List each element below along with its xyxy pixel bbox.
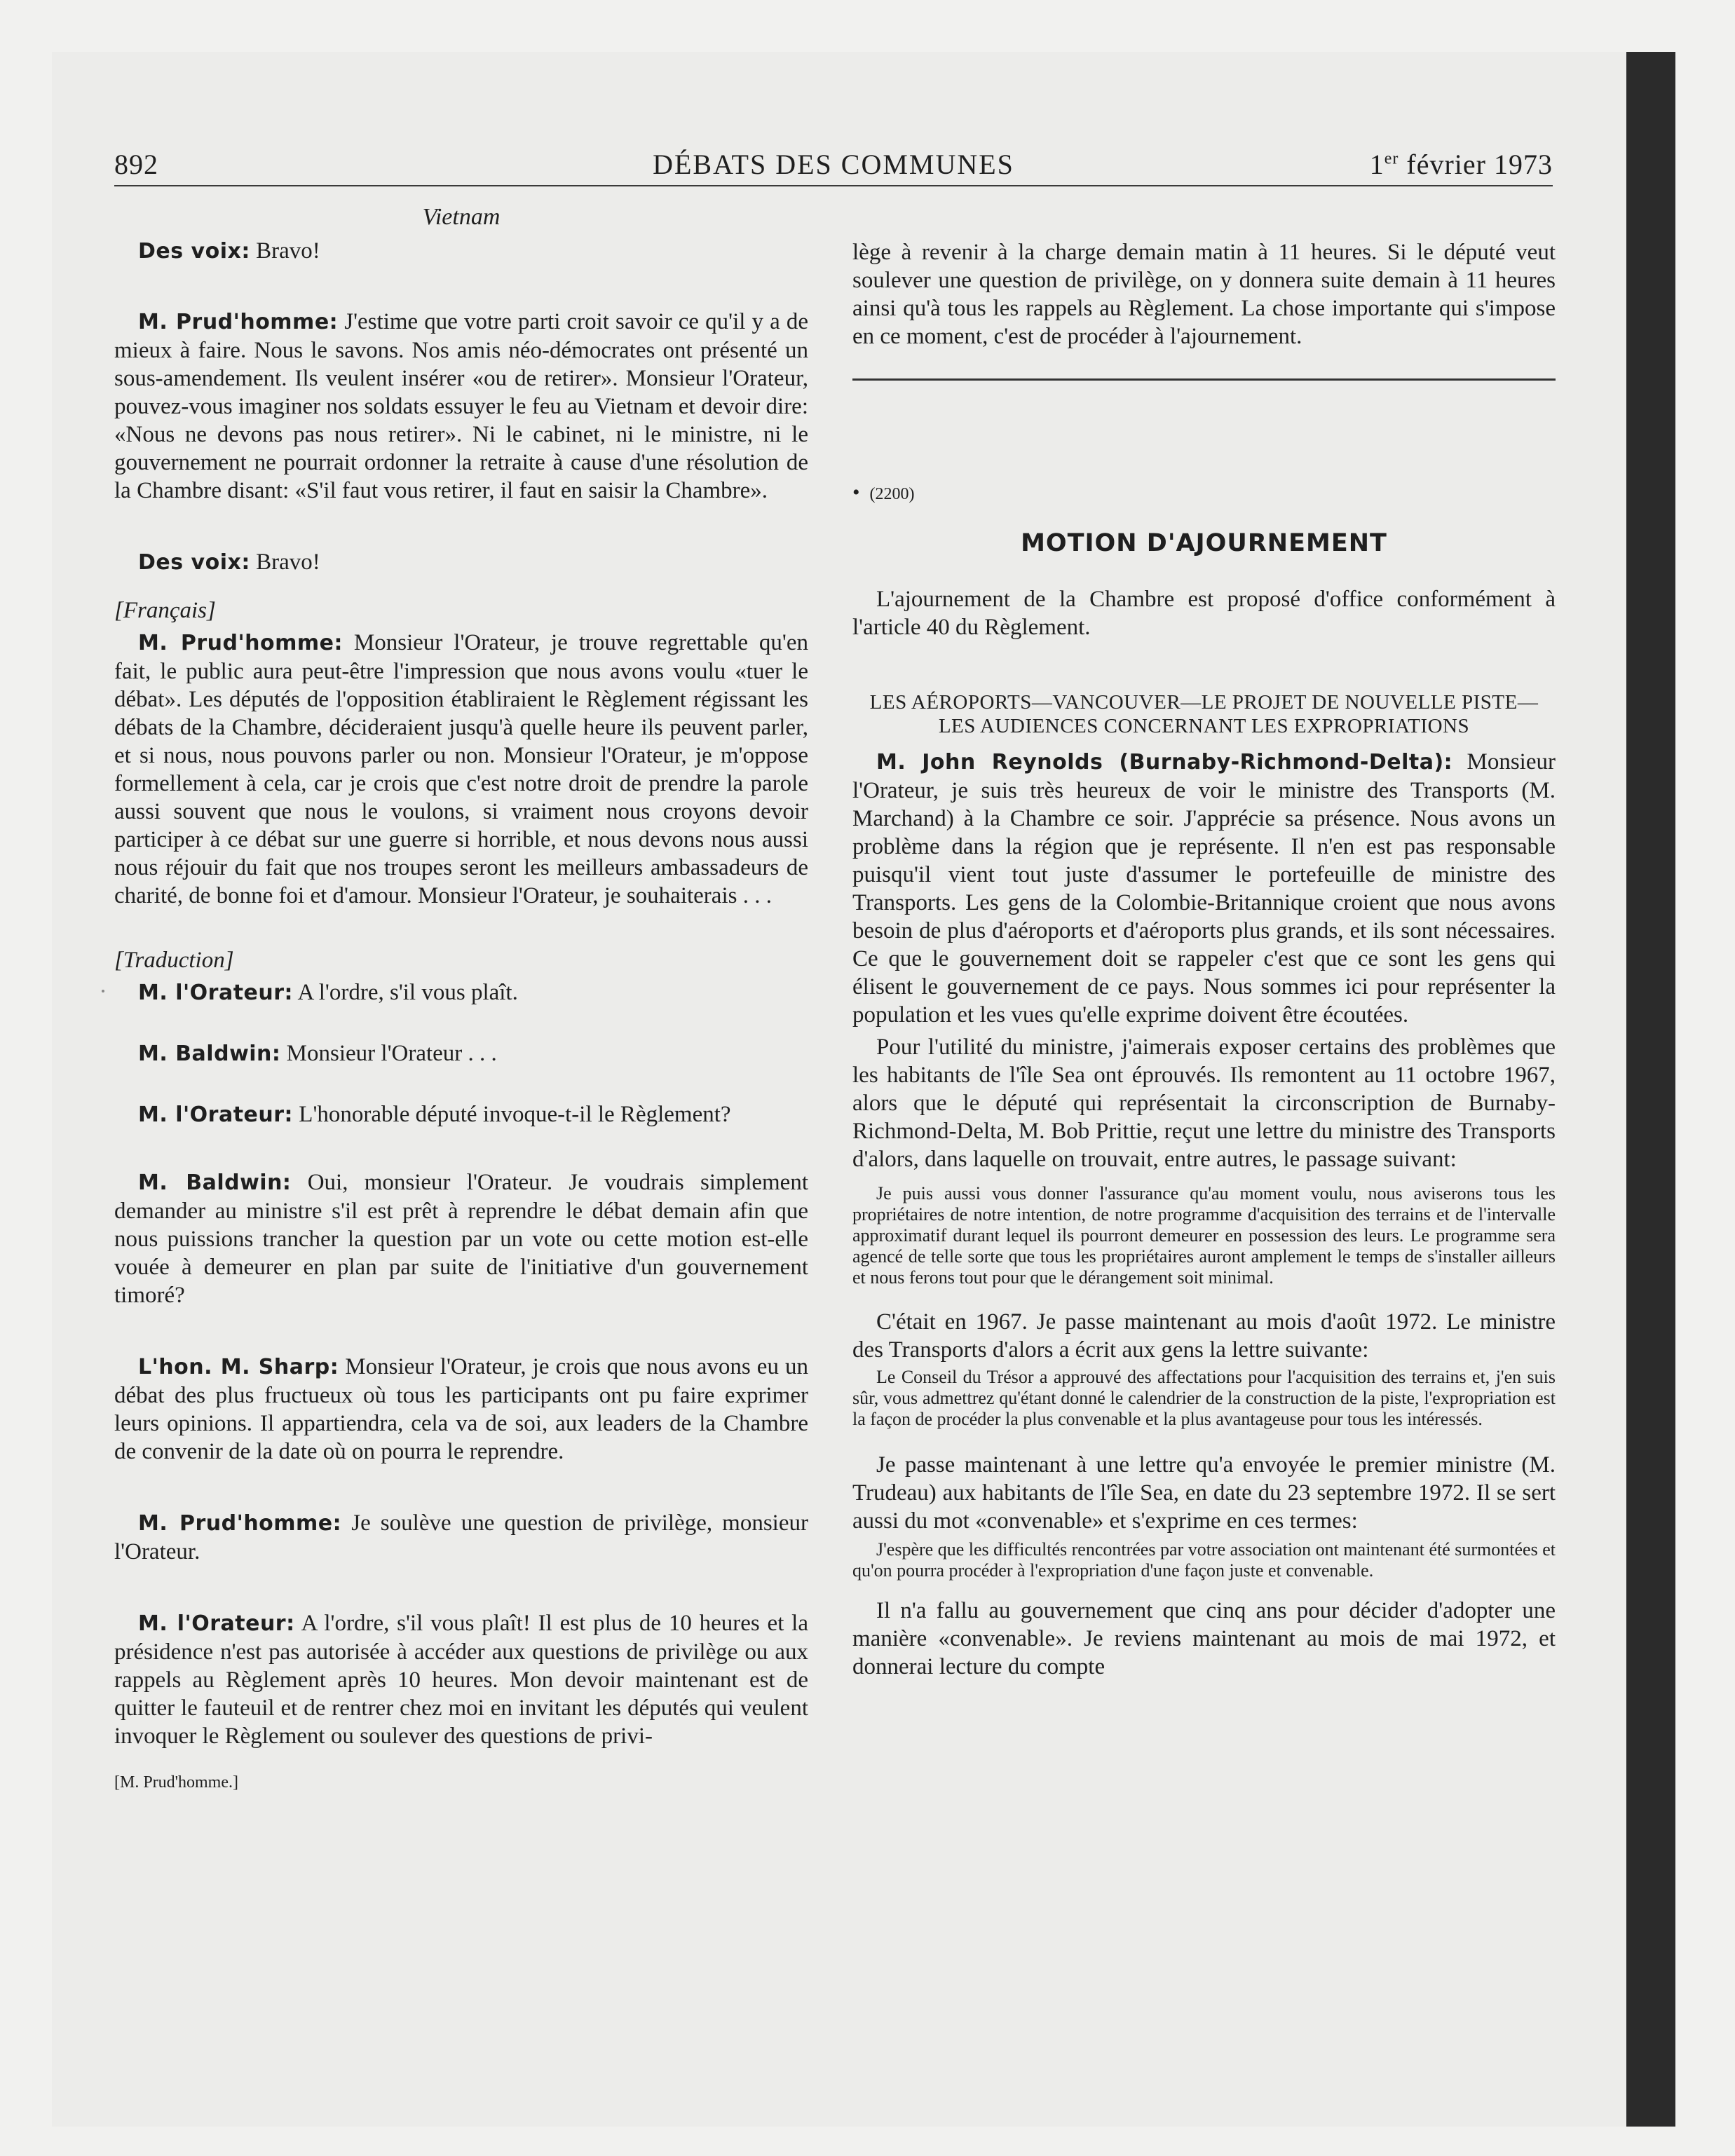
scan-binding-edge [1626,52,1675,2127]
language-note: [Français] [114,598,216,623]
continued-paragraph: lège à revenir à la charge demain matin à 11 heures. Si le député veut soulever une question de privilège, on y donnera suite demain à 11 heures ainsi qu'à tous les rappels au Règlement. La chose importante qui s'impose en ce moment, c'est de procéder à l'ajournement. [852,240,1556,349]
right-column [852,238,1556,1681]
speech-block: M. Prud'homme: Monsieur l'Orateur, je trouve regrettable qu'en fait, le public aura peut-être l'impression que nous avons voulu «tuer le débat». Les députés de l'opposition établiraient le Règlement régissant les débats de la Chambre, décideraient jusqu'à quelle heure ils peuvent parler, et si nous, nous pouvons parler ou non. Monsieur l'Orateur, je m'oppose formellement à cela, car je crois que c'est notre droit de prendre la parole aussi souvent que nous le voulons, si vraiment nous croyons devoir participer à ce débat sur une guerre si horrible, et nous devons nous aussi nous réjouir du fait que nos troupes seront les meilleurs ambassadeurs de charité, de bonne foi et d'amour. Monsieur l'Orateur, je souhaiterais . . . [114,630,808,908]
quotation: Le Conseil du Trésor a approuvé des affectations pour l'acquisition des terrains et, j'en suis sûr, vous admettrez qu'étant donné le calendrier de la construction de la piste, l'expropriation est la façon de procéder la plus convenable et la plus avantageuse pour tous les intéressés. [852,1367,1556,1429]
speaker-name: M. Baldwin: [138,1171,292,1195]
page-date: 1er février 1973 [1369,149,1553,180]
speaker-name: M. Baldwin: [138,1042,281,1066]
language-note: [Traduction] [114,948,234,973]
section-heading: MOTION D'AJOURNEMENT [1021,529,1387,557]
speaker-name: M. John Reynolds (Burnaby-Richmond-Delta): [876,750,1453,775]
time-marker: • (2200) [852,481,915,504]
paragraph: L'ajournement de la Chambre est proposé d'office conformément à l'article 40 du Règlement. [852,587,1556,640]
publication-title: DÉBATS DES COMMUNES [653,149,1014,180]
speaker-name: M. Prud'homme: [138,631,343,655]
topic-heading: Vietnam [422,204,501,230]
quotation: Je puis aussi vous donner l'assurance qu'au moment voulu, nous aviserons tous les propriétaires de notre intention, de notre programme d'acquisition des terrains et de l'intervalle approximatif durant lequel ils pourront demeurer en possession des leurs. Le programme sera agencé de telle sorte que tous les propriétaires auront amplement le temps de s'installer ailleurs et nous ferons tout pour que le dérangement soit minimal. [852,1183,1556,1288]
scan-speck [102,990,104,992]
speaker-name: M. Prud'homme: [138,1511,342,1536]
paragraph: C'était en 1967. Je passe maintenant au mois d'août 1972. Le ministre des Transports d'alors a écrit aux gens la lettre suivante: [852,1309,1556,1363]
speaker-name: M. Prud'homme: [138,310,339,334]
section-rule [852,378,1556,381]
page-number: 892 [114,149,158,180]
subsection-heading: LES AÉROPORTS—VANCOUVER—LE PROJET DE NOUVELLE PISTE—LES AUDIENCES CONCERNANT LES EXPROPRIATIONS [869,691,1539,737]
speech-block: M. Prud'homme: Je soulève une question de privilège, monsieur l'Orateur. [114,1510,808,1564]
left-column [114,203,808,1796]
speech-block: M. l'Orateur: L'honorable député invoque-t-il le Règlement? [138,1102,731,1127]
paragraph: Je passe maintenant à une lettre qu'a envoyée le premier ministre (M. Trudeau) aux habitants de l'île Sea, en date du 23 septembre 1972. Il se sert aussi du mot «convenable» et s'exprime en ces termes: [852,1452,1556,1534]
speech-block: M. Baldwin: Monsieur l'Orateur . . . [138,1041,497,1066]
bullet-icon: • [852,481,860,504]
footer-note: [M. Prud'homme.] [114,1773,238,1792]
speech-block: Des voix: Bravo! [138,238,320,264]
paragraph: Pour l'utilité du ministre, j'aimerais exposer certains des problèmes que les habitants de l'île Sea ont éprouvés. Ils remontent au 11 octobre 1967, alors que le député qui représentait la circonscription de Burnaby-Richmond-Delta, M. Bob Prittie, reçut une lettre du ministre des Transports d'alors, dans laquelle on trouvait, entre autres, le passage suivant: [852,1035,1556,1172]
speaker-name: M. l'Orateur: [138,981,294,1005]
speaker-name: Des voix: [138,239,250,264]
page-header [114,146,1553,186]
speech-block: M. John Reynolds (Burnaby-Richmond-Delta): Monsieur l'Orateur, je suis très heureux de voir le ministre des Transports (M. Marchand) à la Chambre ce soir. J'apprécie sa présence. Nous avons un problème dans la région que je représente. Il n'en est pas responsable puisqu'il vient tout juste d'assumer le portefeuille de ministre des Transports. Les gens de la Colombie-Britannique croient que nous avons besoin de plus d'aéroports et d'aéroports plus grands, et ils sont nécessaires. Ce que le gouvernement doit se rappeler c'est que ce sont les gens qui élisent le gouvernement de ce pays. Nous sommes ici pour représenter la population et les vues qu'elle exprime doivent être écoutées. [852,749,1556,1028]
speech-block: M. Baldwin: Oui, monsieur l'Orateur. Je voudrais simplement demander au ministre s'il est prêt à reprendre le débat demain afin que nous puissions trancher la question par un vote ou cette motion est-elle vouée à demeurer en plan par suite de l'initiative d'un gouvernement timoré? [114,1170,809,1308]
quotation: J'espère que les difficultés rencontrées par votre association ont maintenant été surmontées et qu'on pourra procéder à l'expropriation d'une façon juste et convenable. [852,1539,1556,1581]
paragraph: Il n'a fallu au gouvernement que cinq ans pour décider d'adopter une manière «convenable». Je reviens maintenant au mois de mai 1972, et donnerai lecture du compte [852,1598,1556,1679]
speech-block: M. Prud'homme: J'estime que votre parti croit savoir ce qu'il y a de mieux à faire. Nous le savons. Nos amis néo-démocrates ont présenté un sous-amendement. Ils veulent insérer «ou de retirer». Monsieur l'Orateur, pouvez-vous imaginer nos soldats essuyer le feu au Vietnam et devoir dire: «Nous ne devons pas nous retirer». Ni le cabinet, ni le ministre, ni le gouvernement ne pourrait ordonner la retraite à cause d'une résolution de la Chambre disant: «S'il faut vous retirer, il faut en saisir la Chambre». [114,309,808,503]
speech-block: M. l'Orateur: A l'ordre, s'il vous plaît. [138,980,518,1005]
speaker-name: M. l'Orateur: [138,1611,295,1636]
speaker-name: Des voix: [138,550,250,575]
speech-block: L'hon. M. Sharp: Monsieur l'Orateur, je crois que nous avons eu un débat des plus fructueux où tous les participants ont pu faire exprimer leurs opinions. Il appartiendra, cela va de soi, aux leaders de la Chambre de convenir de la date où on pourra le reprendre. [114,1354,808,1464]
speech-block: Des voix: Bravo! [138,550,320,575]
speaker-name: M. l'Orateur: [138,1103,294,1127]
speaker-name: L'hon. M. Sharp: [138,1355,339,1379]
speech-block: M. l'Orateur: A l'ordre, s'il vous plaît! Il est plus de 10 heures et la présidence n'est pas autorisée à accéder aux questions de privilège ou aux rappels au Règlement après 10 heures. Mon devoir maintenant est de quitter le fauteuil et de rentrer chez moi en invitant les députés qui veulent invoquer le Règlement ou soulever des questions de privi- [114,1611,808,1749]
